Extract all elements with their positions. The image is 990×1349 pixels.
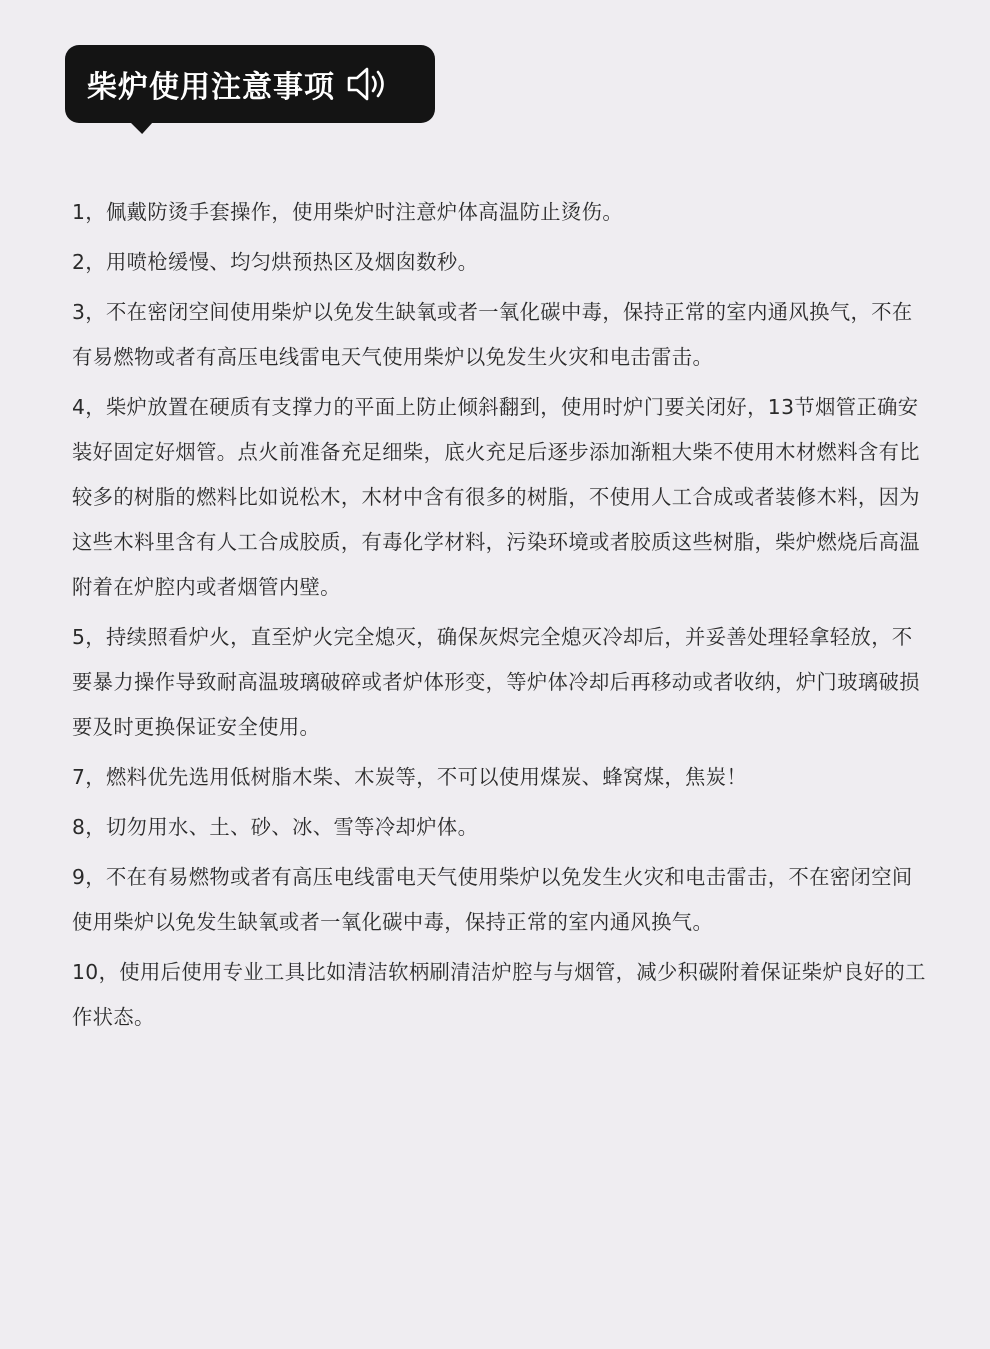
note-item: 5，持续照看炉火，直至炉火完全熄灭，确保灰烬完全熄灭冷却后，并妥善处理轻拿轻放，不要暴力操作导致耐高温玻璃破碎或者炉体形变，等炉体冷却后再移动或者收纳，炉门玻璃破损要及时更换保证安全使用。 — [72, 625, 920, 739]
notes-list — [72, 190, 932, 1045]
note-item: 7，燃料优先选用低树脂木柴、木炭等，不可以使用煤炭、蜂窝煤，焦炭！ — [72, 765, 748, 789]
page-title: 柴炉使用注意事项 — [87, 70, 335, 105]
speaker-icon — [345, 64, 391, 104]
note-item: 1，佩戴防烫手套操作，使用柴炉时注意炉体高温防止烫伤。 — [72, 200, 624, 224]
note-item: 8，切勿用水、土、砂、冰、雪等冷却炉体。 — [72, 815, 479, 839]
note-item: 2，用喷枪缓慢、均匀烘预热区及烟囱数秒。 — [72, 250, 479, 274]
note-item: 3，不在密闭空间使用柴炉以免发生缺氧或者一氧化碳中毒，保持正常的室内通风换气，不在有易燃物或者有高压电线雷电天气使用柴炉以免发生火灾和电击雷击。 — [72, 300, 913, 369]
title-bubble — [65, 45, 435, 123]
note-item: 10，使用后使用专业工具比如清洁软柄刷清洁炉腔与与烟管，减少积碳附着保证柴炉良好的工作状态。 — [72, 960, 926, 1029]
note-item: 9，不在有易燃物或者有高压电线雷电天气使用柴炉以免发生火灾和电击雷击，不在密闭空间使用柴炉以免发生缺氧或者一氧化碳中毒，保持正常的室内通风换气。 — [72, 865, 913, 934]
note-item: 4，柴炉放置在硬质有支撑力的平面上防止倾斜翻到，使用时炉门要关闭好，13节烟管正确安装好固定好烟管。点火前准备充足细柴，底火充足后逐步添加渐粗大柴不使用木材燃料含有比较多的树脂的燃料比如说松木，木材中含有很多的树脂，不使用人工合成或者装修木料，因为这些木料里含有人工合成胶质，有毒化学材料，污染环境或者胶质这些树脂，柴炉燃烧后高温附着在炉腔内或者烟管内壁。 — [72, 395, 920, 599]
